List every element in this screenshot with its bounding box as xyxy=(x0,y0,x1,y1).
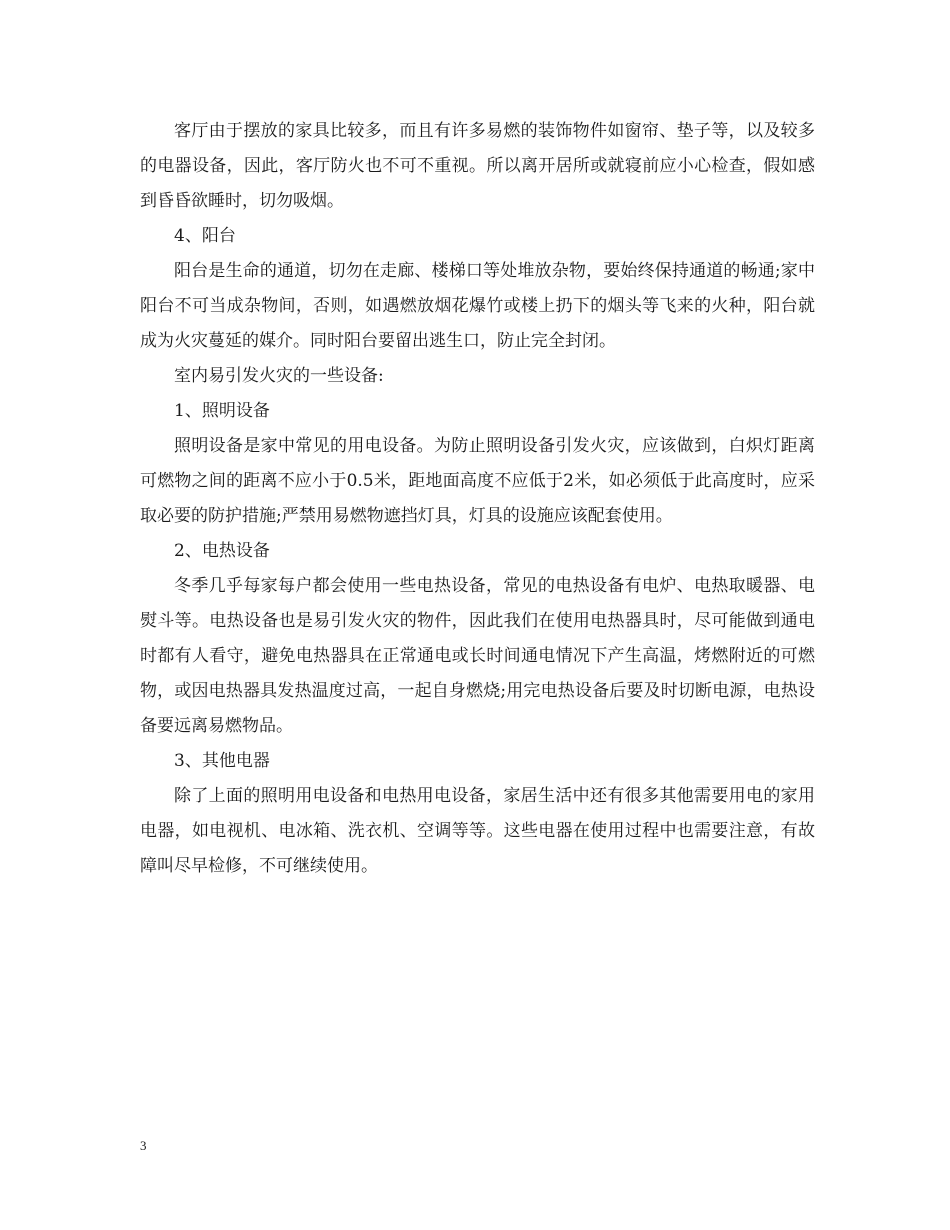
page-number: 3 xyxy=(140,1138,147,1153)
paragraph-living-room: 客厅由于摆放的家具比较多，而且有许多易燃的装饰物件如窗帘、垫子等，以及较多的电器设备，因此，客厅防火也不可不重视。所以离开居所或就寝前应小心检查，假如感到昏昏欲睡时，切勿吸烟。 xyxy=(140,121,815,211)
document-body xyxy=(140,114,815,884)
section-heading-balcony: 4、阳台 xyxy=(174,226,236,246)
section-heading-other-appliances: 3、其他电器 xyxy=(174,751,270,771)
paragraph-lighting: 照明设备是家中常见的用电设备。为防止照明设备引发火灾，应该做到，白炽灯距离可燃物之间的距离不应小于0.5米，距地面高度不应低于2米，如必须低于此高度时，应采取必要的防护措施;严禁用易燃物遮挡灯具，灯具的设施应该配套使用。 xyxy=(140,436,815,526)
paragraph-balcony: 阳台是生命的通道，切勿在走廊、楼梯口等处堆放杂物，要始终保持通道的畅通;家中阳台不可当成杂物间，否则，如遇燃放烟花爆竹或楼上扔下的烟头等飞来的火种，阳台就成为火灾蔓延的媒介。同时阳台要留出逃生口，防止完全封闭。 xyxy=(140,261,815,351)
paragraph-electric-heating: 冬季几乎每家每户都会使用一些电热设备，常见的电热设备有电炉、电热取暖器、电熨斗等。电热设备也是易引发火灾的物件，因此我们在使用电热器具时，尽可能做到通电时都有人看守，避免电热器具在正常通电或长时间通电情况下产生高温，烤燃附近的可燃物，或因电热器具发热温度过高，一起自身燃烧;用完电热设备后要及时切断电源，电热设备要远离易燃物品。 xyxy=(140,576,815,736)
section-heading-electric-heating: 2、电热设备 xyxy=(174,541,270,561)
section-heading-lighting: 1、照明设备 xyxy=(174,401,270,421)
paragraph-other-appliances: 除了上面的照明用电设备和电热用电设备，家居生活中还有很多其他需要用电的家用电器，如电视机、电冰箱、洗衣机、空调等等。这些电器在使用过程中也需要注意，有故障叫尽早检修，不可继续使用。 xyxy=(140,786,815,876)
section-heading-indoor-devices: 室内易引发火灾的一些设备: xyxy=(174,366,384,386)
